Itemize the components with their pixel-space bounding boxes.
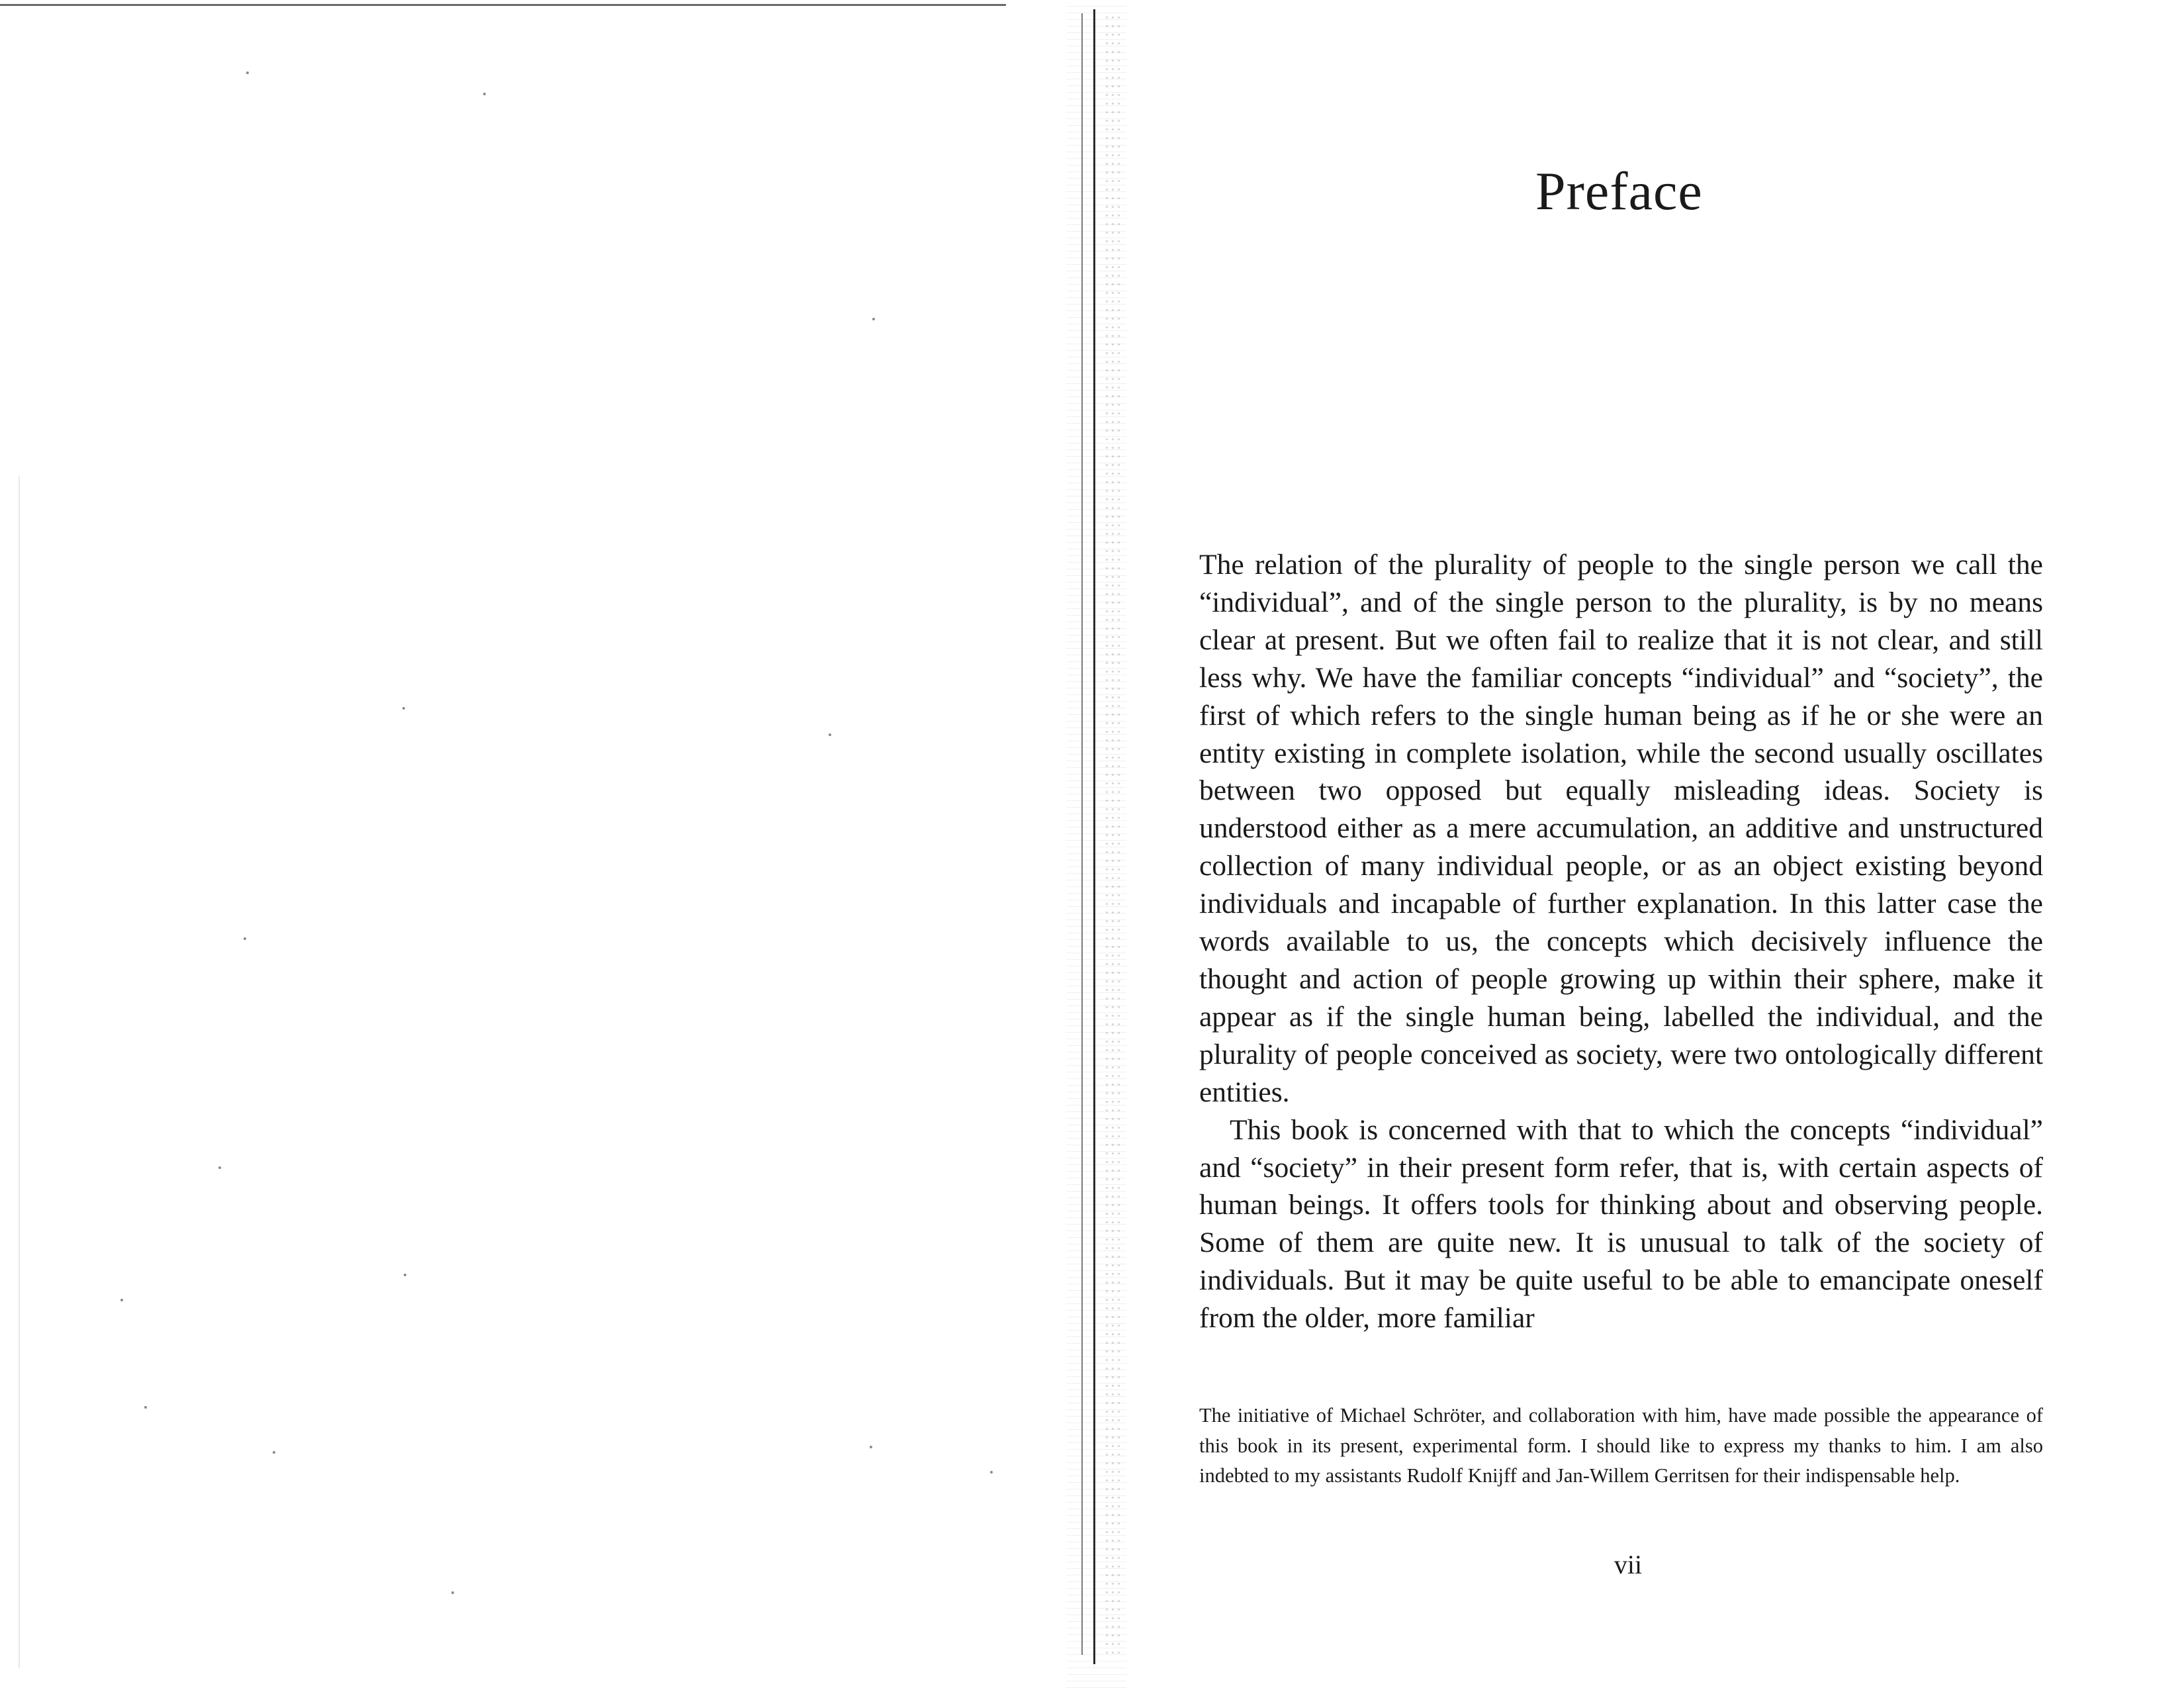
scan-speck bbox=[120, 1299, 123, 1301]
scan-speck bbox=[144, 1406, 147, 1409]
left-page bbox=[0, 0, 1085, 1688]
left-page-edge bbox=[19, 477, 20, 1668]
gutter-scan-noise bbox=[1104, 13, 1124, 1655]
page-number: vii bbox=[1614, 1550, 1643, 1579]
scan-speck bbox=[404, 1274, 406, 1276]
scan-speck bbox=[246, 71, 249, 74]
scan-speck bbox=[990, 1471, 993, 1474]
scan-speck bbox=[870, 1446, 872, 1448]
footnote: The initiative of Michael Schröter, and collaboration with him, have made possible the appearance of this book in its present, experimental form. I should like to express my thanks to him. I am also indebted to my assistants Rudolf Knijff and Jan-Willem Gerritsen for their indispensable help. bbox=[1199, 1404, 2043, 1487]
right-page bbox=[1125, 0, 2184, 1688]
paragraph: The relation of the plurality of people to the single person we call the “individual”, and of the single person to the plurality, is by no means clear at present. But we often fail to realize that it is not clear, and still less why. We have the familiar concepts “individual” and “society”, the first of which refers to the single human being as if he or she were an entity existing in complete isolation, while the second usually oscillates between two opposed but equally misleading ideas. Society is understood either as a mere accumulation, an additive and unstructured collection of many individual people, or as an object existing beyond individuals and incapable of further explanation. In this latter case the words available to us, the concepts which decisively influence the thought and action of people growing up within their sphere, make it appear as if the single human being, labelled the individual, and the plurality of people conceived as society, were two ontologically different entities. bbox=[1199, 549, 2043, 1108]
scan-speck bbox=[451, 1591, 454, 1594]
chapter-title: Preface bbox=[1535, 161, 1703, 221]
paragraph: This book is concerned with that to which the concepts “individual” and “society” in their present form refer, that is, with certain aspects of human beings. It offers tools for thinking about and observing people. Some of them are quite new. It is unusual to talk of the society of individuals. But it may be quite useful to be able to emancipate oneself from the older, more familiar bbox=[1199, 1113, 2043, 1335]
gutter-fold-line bbox=[1081, 13, 1083, 1655]
scan-speck bbox=[273, 1451, 275, 1454]
scan-speck bbox=[483, 93, 486, 95]
scan-speck bbox=[218, 1166, 221, 1169]
body-text bbox=[1199, 546, 2043, 1337]
scan-speck bbox=[829, 733, 831, 736]
scan-speck bbox=[402, 707, 405, 710]
scan-speck bbox=[872, 318, 875, 320]
gutter-spine-line bbox=[1093, 9, 1095, 1664]
top-edge-rule bbox=[0, 4, 1006, 6]
scan-speck bbox=[244, 937, 246, 940]
